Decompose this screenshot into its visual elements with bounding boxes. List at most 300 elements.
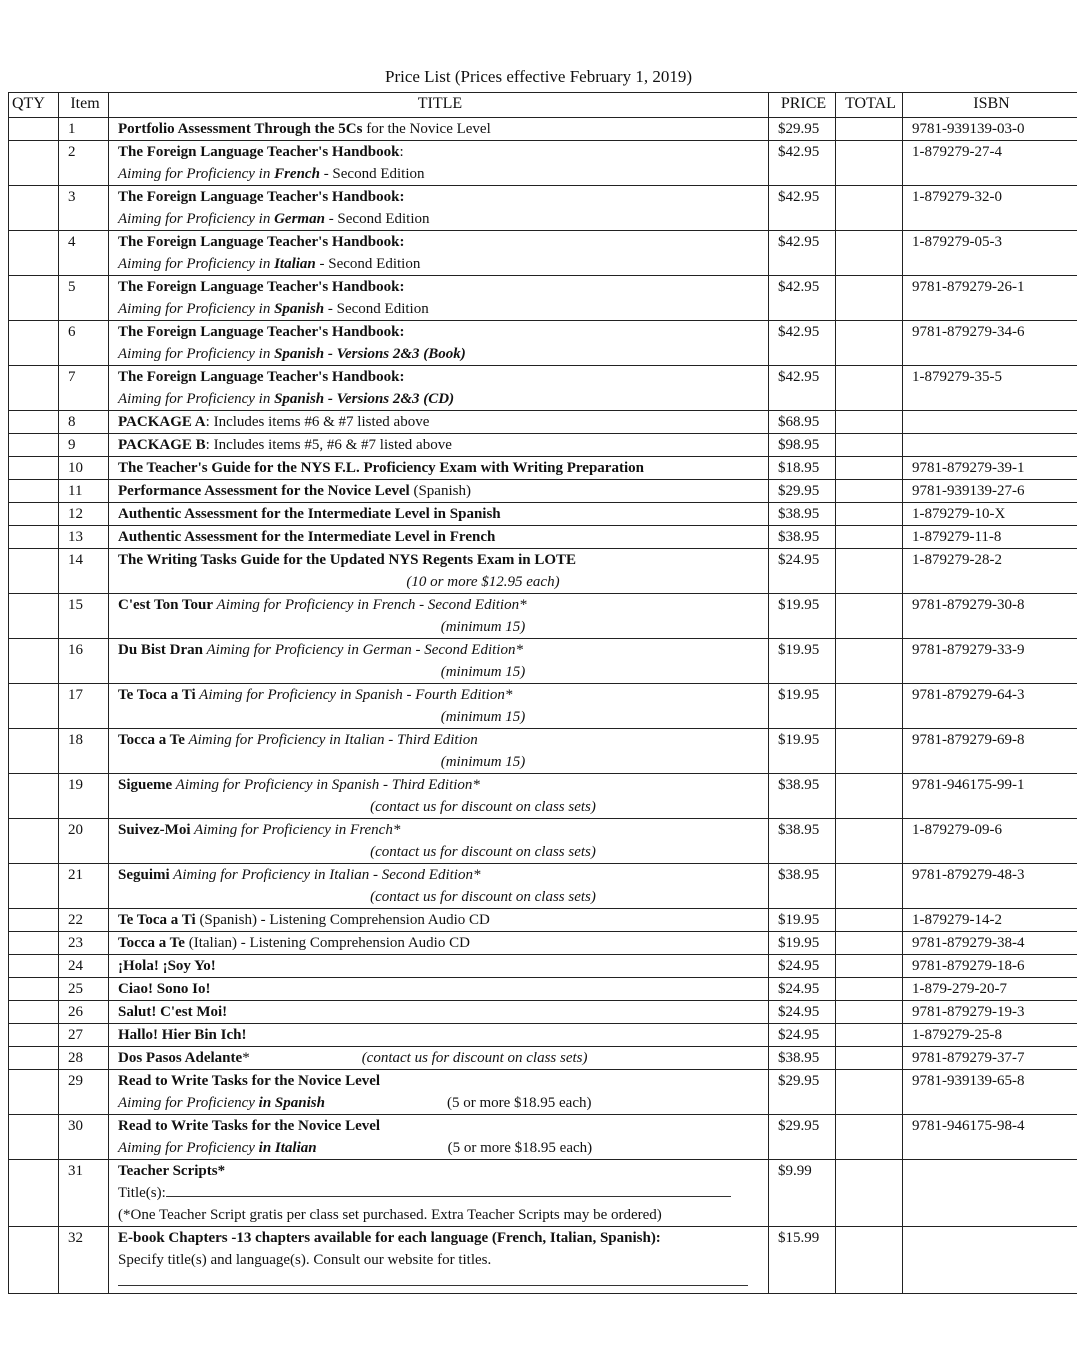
title-line — [118, 411, 768, 433]
qty-cell[interactable] — [9, 276, 59, 321]
title-line — [118, 594, 768, 616]
title-line — [118, 1115, 768, 1137]
table-row — [9, 594, 1077, 639]
subline-italic: Aiming for Proficiency in — [118, 391, 275, 407]
table-row — [9, 774, 1077, 819]
total-cell[interactable] — [836, 457, 903, 480]
title-bold: The Foreign Language Teacher's Handbook: — [118, 279, 405, 295]
title-bold: Authentic Assessment for the Intermediate Level in Spanish — [118, 506, 501, 522]
isbn-cell: 1-879279-09-6 — [903, 819, 1077, 864]
isbn-cell: 9781-879279-64-3 — [903, 684, 1077, 729]
title-line — [118, 978, 768, 1000]
price-cell: $24.95 — [769, 549, 836, 594]
qty-cell[interactable] — [9, 1070, 59, 1115]
price-cell: $19.95 — [769, 729, 836, 774]
item-number: 27 — [59, 1024, 109, 1047]
isbn-header: ISBN — [903, 93, 1077, 118]
qty-cell[interactable] — [9, 1115, 59, 1160]
title-bold: Teacher Scripts* — [118, 1163, 226, 1179]
title-line — [118, 639, 768, 661]
price-cell: $29.95 — [769, 1115, 836, 1160]
qty-cell[interactable] — [9, 549, 59, 594]
title-cell — [109, 1160, 769, 1227]
qty-cell[interactable] — [9, 819, 59, 864]
title-line — [118, 1070, 768, 1092]
title-subline: Specify title(s) and language(s). Consult our website for titles. — [118, 1252, 492, 1268]
subline-bold-text: French — [274, 166, 320, 182]
item-number: 17 — [59, 684, 109, 729]
title-bold: The Foreign Language Teacher's Handbook — [118, 144, 400, 160]
price-cell: $19.95 — [769, 639, 836, 684]
price-cell: $38.95 — [769, 864, 836, 909]
price-cell: $18.95 — [769, 457, 836, 480]
item-number: 13 — [59, 526, 109, 549]
qty-cell[interactable] — [9, 932, 59, 955]
table-row — [9, 819, 1077, 864]
title-field-line[interactable] — [118, 1271, 748, 1286]
total-cell[interactable] — [836, 480, 903, 503]
table-row — [9, 639, 1077, 684]
total-cell[interactable] — [836, 594, 903, 639]
title-bold: Sigueme — [118, 777, 173, 793]
total-cell[interactable] — [836, 909, 903, 932]
item-number: 21 — [59, 864, 109, 909]
price-cell: $24.95 — [769, 1001, 836, 1024]
total-cell[interactable] — [836, 549, 903, 594]
qty-cell[interactable] — [9, 526, 59, 549]
title-bold: Authentic Assessment for the Intermediate Level in French — [118, 529, 496, 545]
table-row — [9, 932, 1077, 955]
title-bold: C'est Ton Tour — [118, 597, 214, 613]
item-number: 25 — [59, 978, 109, 1001]
table-row — [9, 503, 1077, 526]
table-row — [9, 231, 1077, 276]
isbn-cell: 1-879279-14-2 — [903, 909, 1077, 932]
subline-bold — [274, 301, 324, 317]
subline-note: (5 or more $18.95 each) — [447, 1140, 593, 1156]
title-line — [118, 1047, 768, 1069]
isbn-cell: 9781-879279-33-9 — [903, 639, 1077, 684]
title-bold: Performance Assessment for the Novice Level — [118, 483, 410, 499]
title-header: TITLE — [109, 93, 769, 118]
table-row — [9, 909, 1077, 932]
table-row — [9, 1115, 1077, 1160]
isbn-cell: 9781-879279-38-4 — [903, 932, 1077, 955]
subline-italic: Aiming for Proficiency in — [118, 346, 275, 362]
table-row — [9, 864, 1077, 909]
title-bold: Tocca a Te — [118, 935, 185, 951]
title-rest: : Includes items #6 & #7 listed above — [205, 414, 430, 430]
price-cell: $38.95 — [769, 774, 836, 819]
qty-cell[interactable] — [9, 141, 59, 186]
table-row — [9, 457, 1077, 480]
title-bold: PACKAGE B — [118, 437, 206, 453]
subline-italic: Aiming for Proficiency in — [118, 301, 275, 317]
table-row — [9, 684, 1077, 729]
item-number: 4 — [59, 231, 109, 276]
price-list-caption: Price List (Prices effective February 1, 2019) — [384, 67, 692, 86]
title-bold: Read to Write Tasks for the Novice Level — [118, 1118, 381, 1134]
price-cell: $68.95 — [769, 411, 836, 434]
qty-cell[interactable] — [9, 909, 59, 932]
price-cell: $42.95 — [769, 321, 836, 366]
price-cell: $19.95 — [769, 684, 836, 729]
total-cell[interactable] — [836, 1227, 903, 1294]
price-list-body — [9, 118, 1077, 1294]
title-bold: Te Toca a Ti — [118, 687, 196, 703]
title-line — [118, 774, 768, 796]
isbn-cell: 9781-879279-37-7 — [903, 1047, 1077, 1070]
title-line — [118, 231, 768, 253]
title-bold: Seguimi — [118, 867, 170, 883]
title-field — [118, 1182, 768, 1204]
title-cell — [109, 276, 769, 321]
qty-cell[interactable] — [9, 118, 59, 141]
title-cell — [109, 1227, 769, 1294]
table-row — [9, 366, 1077, 411]
total-cell[interactable] — [836, 1115, 903, 1160]
title-line — [118, 186, 768, 208]
price-cell: $9.99 — [769, 1160, 836, 1227]
total-cell[interactable] — [836, 1070, 903, 1115]
price-cell: $42.95 — [769, 141, 836, 186]
price-cell: $24.95 — [769, 978, 836, 1001]
total-cell[interactable] — [836, 1024, 903, 1047]
subline-bold-text: Italian — [274, 256, 316, 272]
subline-bold — [259, 1140, 317, 1156]
price-cell: $29.95 — [769, 118, 836, 141]
title-rest: for the Novice Level — [362, 121, 491, 137]
price-cell: $19.95 — [769, 909, 836, 932]
title-italic: Aiming for Proficiency in Italian - Second Edition* — [169, 867, 481, 883]
qty-cell[interactable] — [9, 480, 59, 503]
qty-cell[interactable] — [9, 955, 59, 978]
title-bold: PACKAGE A — [118, 414, 206, 430]
title-cell — [109, 480, 769, 503]
total-cell[interactable] — [836, 141, 903, 186]
qty-cell[interactable] — [9, 1160, 59, 1227]
price-cell: $42.95 — [769, 186, 836, 231]
title-subline — [118, 253, 768, 275]
title-bold: The Writing Tasks Guide for the Updated NYS Regents Exam in LOTE — [118, 552, 577, 568]
isbn-cell: 1-879279-10-X — [903, 503, 1077, 526]
title-rest: (Italian) - Listening Comprehension Audio CD — [184, 935, 470, 951]
title-note: (contact us for discount on class sets) — [370, 889, 596, 905]
title-cell — [109, 594, 769, 639]
total-cell[interactable] — [836, 526, 903, 549]
isbn-cell: 9781-879279-39-1 — [903, 457, 1077, 480]
title-cell — [109, 955, 769, 978]
qty-cell[interactable] — [9, 639, 59, 684]
item-number: 31 — [59, 1160, 109, 1227]
subline-bold-text: Spanish - Versions 2&3 (Book) — [274, 346, 466, 362]
table-row — [9, 1070, 1077, 1115]
item-number: 24 — [59, 955, 109, 978]
total-cell[interactable] — [836, 231, 903, 276]
total-cell[interactable] — [836, 955, 903, 978]
title-cell — [109, 909, 769, 932]
item-number: 1 — [59, 118, 109, 141]
title-line — [118, 864, 768, 886]
title-note: (contact us for discount on class sets) — [361, 1050, 588, 1066]
price-cell: $29.95 — [769, 1070, 836, 1115]
total-cell[interactable] — [836, 1047, 903, 1070]
qty-cell[interactable] — [9, 978, 59, 1001]
item-number: 6 — [59, 321, 109, 366]
title-field-line[interactable] — [166, 1182, 731, 1197]
item-number: 30 — [59, 1115, 109, 1160]
qty-header: QTY — [9, 93, 59, 118]
subline-rest: - Second Edition — [324, 211, 430, 227]
title-line — [118, 434, 768, 456]
table-row — [9, 118, 1077, 141]
isbn-cell — [903, 411, 1077, 434]
title-cell — [109, 457, 769, 480]
qty-cell[interactable] — [9, 231, 59, 276]
price-cell: $98.95 — [769, 434, 836, 457]
table-row — [9, 729, 1077, 774]
isbn-cell — [903, 434, 1077, 457]
table-row — [9, 978, 1077, 1001]
title-bold: Ciao! Sono Io! — [118, 981, 211, 997]
table-row — [9, 549, 1077, 594]
title-bold: Salut! C'est Moi! — [118, 1004, 228, 1020]
table-row — [9, 526, 1077, 549]
title-cell — [109, 549, 769, 594]
title-rest: : — [399, 144, 404, 160]
title-cell — [109, 684, 769, 729]
title-bold: Suivez-Moi — [118, 822, 191, 838]
total-cell[interactable] — [836, 1001, 903, 1024]
title-line — [118, 909, 768, 931]
total-cell[interactable] — [836, 276, 903, 321]
title-cell — [109, 141, 769, 186]
isbn-cell: 9781-939139-65-8 — [903, 1070, 1077, 1115]
qty-cell[interactable] — [9, 1227, 59, 1294]
qty-cell[interactable] — [9, 1001, 59, 1024]
title-line — [118, 1001, 768, 1023]
item-number: 9 — [59, 434, 109, 457]
qty-cell[interactable] — [9, 684, 59, 729]
isbn-cell — [903, 1160, 1077, 1227]
total-cell[interactable] — [836, 434, 903, 457]
title-line — [118, 549, 768, 571]
title-cell — [109, 1070, 769, 1115]
isbn-cell: 9781-946175-99-1 — [903, 774, 1077, 819]
table-row — [9, 955, 1077, 978]
title-field-label: Title(s): — [118, 1185, 166, 1201]
subline-bold — [259, 1095, 325, 1111]
price-cell: $24.95 — [769, 1024, 836, 1047]
title-italic: Aiming for Proficiency in French* — [190, 822, 401, 838]
qty-cell[interactable] — [9, 864, 59, 909]
total-cell[interactable] — [836, 864, 903, 909]
isbn-cell: 1-879279-32-0 — [903, 186, 1077, 231]
qty-cell[interactable] — [9, 774, 59, 819]
title-cell — [109, 639, 769, 684]
price-cell: $29.95 — [769, 480, 836, 503]
title-bold: E-book Chapters -13 chapters available for each language (French, Italian, Spanish): — [118, 1230, 661, 1246]
title-italic: Aiming for Proficiency in Spanish - Fourth Edition* — [195, 687, 513, 703]
qty-cell[interactable] — [9, 186, 59, 231]
total-cell[interactable] — [836, 684, 903, 729]
isbn-cell: 9781-879279-34-6 — [903, 321, 1077, 366]
subline-bold — [274, 256, 316, 272]
title-bold: Dos Pasos Adelante — [118, 1050, 243, 1066]
item-number: 29 — [59, 1070, 109, 1115]
price-cell: $38.95 — [769, 503, 836, 526]
table-row — [9, 1047, 1077, 1070]
price-cell: $19.95 — [769, 932, 836, 955]
item-number: 2 — [59, 141, 109, 186]
item-header: Item — [59, 93, 109, 118]
subline-rest: - Second Edition — [319, 166, 425, 182]
table-row — [9, 411, 1077, 434]
isbn-cell: 1-879-279-20-7 — [903, 978, 1077, 1001]
item-number: 26 — [59, 1001, 109, 1024]
title-bold: Du Bist Dran — [118, 642, 204, 658]
title-bold: Portfolio Assessment Through the 5Cs — [118, 121, 363, 137]
title-cell — [109, 186, 769, 231]
isbn-cell: 1-879279-28-2 — [903, 549, 1077, 594]
subline-italic: Aiming for Proficiency in — [118, 166, 275, 182]
subline-bold — [274, 166, 320, 182]
total-cell[interactable] — [836, 366, 903, 411]
qty-cell[interactable] — [9, 321, 59, 366]
qty-cell[interactable] — [9, 503, 59, 526]
total-cell[interactable] — [836, 186, 903, 231]
total-cell[interactable] — [836, 118, 903, 141]
title-cell — [109, 118, 769, 141]
total-cell[interactable] — [836, 774, 903, 819]
title-bold: The Foreign Language Teacher's Handbook: — [118, 234, 405, 250]
subline-rest: - Second Edition — [315, 256, 421, 272]
title-cell — [109, 1047, 769, 1070]
qty-cell[interactable] — [9, 729, 59, 774]
item-number: 5 — [59, 276, 109, 321]
table-row — [9, 1024, 1077, 1047]
title-line — [118, 366, 768, 388]
item-number: 16 — [59, 639, 109, 684]
subline-note: (5 or more $18.95 each) — [446, 1095, 592, 1111]
title-cell — [109, 1024, 769, 1047]
table-row — [9, 321, 1077, 366]
title-subline — [118, 1092, 768, 1114]
title-subline — [118, 343, 768, 365]
qty-cell[interactable] — [9, 1024, 59, 1047]
title-cell — [109, 434, 769, 457]
total-cell[interactable] — [836, 978, 903, 1001]
title-cell — [109, 231, 769, 276]
total-cell[interactable] — [836, 729, 903, 774]
total-cell[interactable] — [836, 503, 903, 526]
isbn-cell: 9781-879279-69-8 — [903, 729, 1077, 774]
title-line — [118, 729, 768, 751]
price-cell: $42.95 — [769, 231, 836, 276]
qty-cell[interactable] — [9, 366, 59, 411]
isbn-cell: 9781-879279-48-3 — [903, 864, 1077, 909]
qty-cell[interactable] — [9, 594, 59, 639]
table-row — [9, 276, 1077, 321]
total-cell[interactable] — [836, 819, 903, 864]
table-row — [9, 1001, 1077, 1024]
title-bold: Tocca a Te — [118, 732, 185, 748]
total-cell[interactable] — [836, 639, 903, 684]
total-cell[interactable] — [836, 932, 903, 955]
subline-italic: Aiming for Proficiency — [118, 1095, 259, 1111]
table-row — [9, 141, 1077, 186]
isbn-cell: 1-879279-11-8 — [903, 526, 1077, 549]
title-subline — [118, 208, 768, 230]
total-cell[interactable] — [836, 411, 903, 434]
item-number: 23 — [59, 932, 109, 955]
price-cell: $38.95 — [769, 526, 836, 549]
isbn-cell: 1-879279-05-3 — [903, 231, 1077, 276]
title-subline — [118, 163, 768, 185]
title-subline — [118, 298, 768, 320]
title-bold: The Foreign Language Teacher's Handbook: — [118, 369, 405, 385]
subline-bold — [274, 391, 454, 407]
price-cell: $15.99 — [769, 1227, 836, 1294]
title-note: (contact us for discount on class sets) — [370, 844, 596, 860]
title-line — [118, 1227, 768, 1249]
subline-bold-text: Spanish — [274, 301, 325, 317]
title-note: (minimum 15) — [440, 619, 526, 635]
title-line — [118, 480, 768, 502]
isbn-cell: 9781-939139-27-6 — [903, 480, 1077, 503]
qty-cell[interactable] — [9, 457, 59, 480]
isbn-cell: 9781-879279-18-6 — [903, 955, 1077, 978]
item-number: 22 — [59, 909, 109, 932]
title-line — [118, 684, 768, 706]
isbn-cell: 9781-946175-98-4 — [903, 1115, 1077, 1160]
total-cell[interactable] — [836, 1160, 903, 1227]
isbn-cell: 1-879279-35-5 — [903, 366, 1077, 411]
title-field — [118, 1271, 768, 1293]
title-cell — [109, 503, 769, 526]
title-cell — [109, 932, 769, 955]
price-header: PRICE — [769, 93, 836, 118]
title-rest: (Spanish) - Listening Comprehension Audio CD — [195, 912, 490, 928]
isbn-cell: 9781-879279-30-8 — [903, 594, 1077, 639]
qty-cell[interactable] — [9, 434, 59, 457]
title-line — [118, 118, 768, 140]
subline-italic: Aiming for Proficiency in — [118, 256, 275, 272]
title-note: (minimum 15) — [440, 709, 526, 725]
isbn-cell: 9781-939139-03-0 — [903, 118, 1077, 141]
title-line — [118, 819, 768, 841]
title-bold: The Teacher's Guide for the NYS F.L. Proficiency Exam with Writing Preparation — [118, 460, 644, 476]
title-bold: The Foreign Language Teacher's Handbook: — [118, 324, 405, 340]
total-header: TOTAL — [836, 93, 903, 118]
title-rest: (Spanish) — [409, 483, 471, 499]
title-cell — [109, 729, 769, 774]
isbn-cell: 9781-879279-19-3 — [903, 1001, 1077, 1024]
item-number: 8 — [59, 411, 109, 434]
title-line — [118, 276, 768, 298]
title-cell — [109, 411, 769, 434]
qty-cell[interactable] — [9, 411, 59, 434]
subline-bold-text: Spanish - Versions 2&3 (CD) — [274, 391, 455, 407]
title-cell — [109, 321, 769, 366]
qty-cell[interactable] — [9, 1047, 59, 1070]
title-line — [118, 503, 768, 525]
total-cell[interactable] — [836, 321, 903, 366]
title-cell — [109, 526, 769, 549]
table-row — [9, 480, 1077, 503]
item-number: 18 — [59, 729, 109, 774]
title-line — [118, 141, 768, 163]
